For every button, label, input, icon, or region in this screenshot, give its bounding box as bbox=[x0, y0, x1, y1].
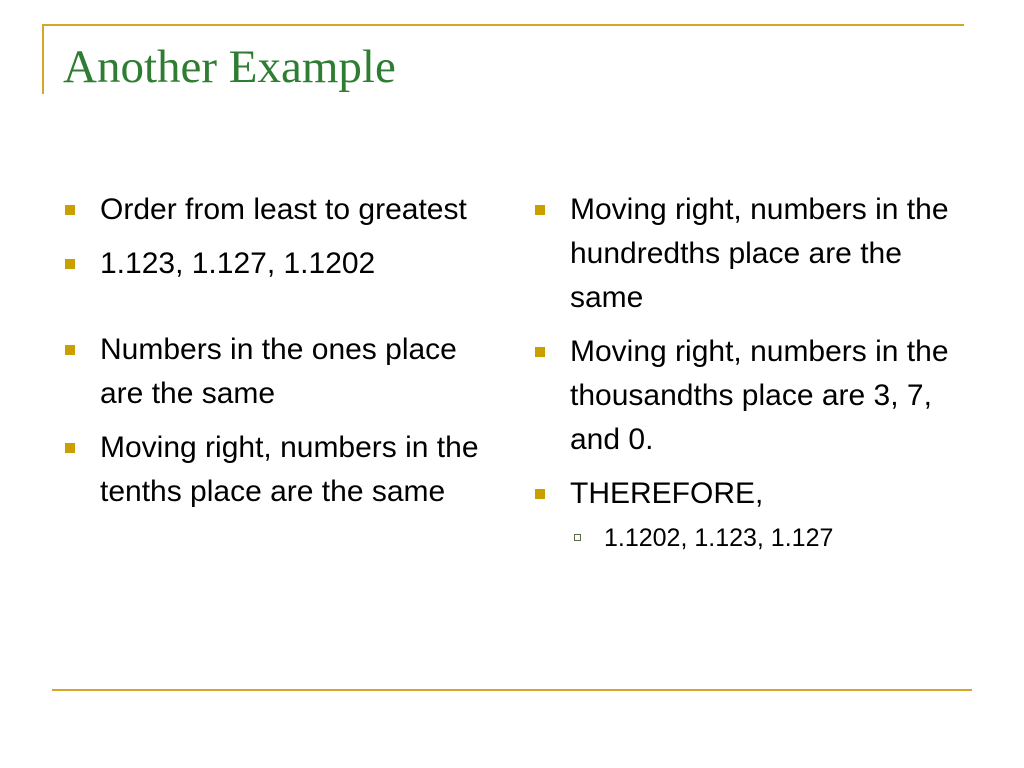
square-bullet-icon bbox=[65, 345, 75, 355]
list-item bbox=[532, 472, 972, 516]
frame-left-rule bbox=[42, 24, 44, 94]
list-item-text: THEREFORE, bbox=[570, 477, 764, 510]
bottom-rule bbox=[52, 689, 972, 691]
square-bullet-icon bbox=[535, 489, 545, 499]
list-item-text: Numbers in the ones place are the same bbox=[100, 333, 457, 410]
slide-title: Another Example bbox=[63, 41, 396, 93]
list-item bbox=[62, 426, 482, 514]
list-item-text: 1.123, 1.127, 1.1202 bbox=[100, 247, 376, 280]
list-item bbox=[532, 330, 972, 462]
list-item-text: Order from least to greatest bbox=[100, 193, 467, 226]
list-item bbox=[62, 242, 482, 286]
square-bullet-icon bbox=[65, 205, 75, 215]
left-bullet-list bbox=[62, 188, 482, 524]
square-bullet-icon bbox=[65, 259, 75, 269]
sub-list-item-text: 1.1202, 1.123, 1.127 bbox=[604, 524, 834, 552]
list-item-text: Moving right, numbers in the hundredths place are the same bbox=[570, 193, 949, 314]
list-item bbox=[62, 328, 482, 416]
square-bullet-icon bbox=[535, 205, 545, 215]
list-item bbox=[532, 188, 972, 320]
list-item bbox=[62, 188, 482, 232]
square-bullet-icon bbox=[535, 347, 545, 357]
frame-top-rule bbox=[42, 24, 964, 26]
square-bullet-icon bbox=[65, 443, 75, 453]
right-bullet-list bbox=[532, 188, 972, 556]
sub-list-item bbox=[570, 520, 972, 556]
list-item-text: Moving right, numbers in the thousandths place are 3, 7, and 0. bbox=[570, 335, 949, 456]
hollow-square-bullet-icon bbox=[574, 534, 581, 541]
list-item-text: Moving right, numbers in the tenths place are the same bbox=[100, 431, 479, 508]
